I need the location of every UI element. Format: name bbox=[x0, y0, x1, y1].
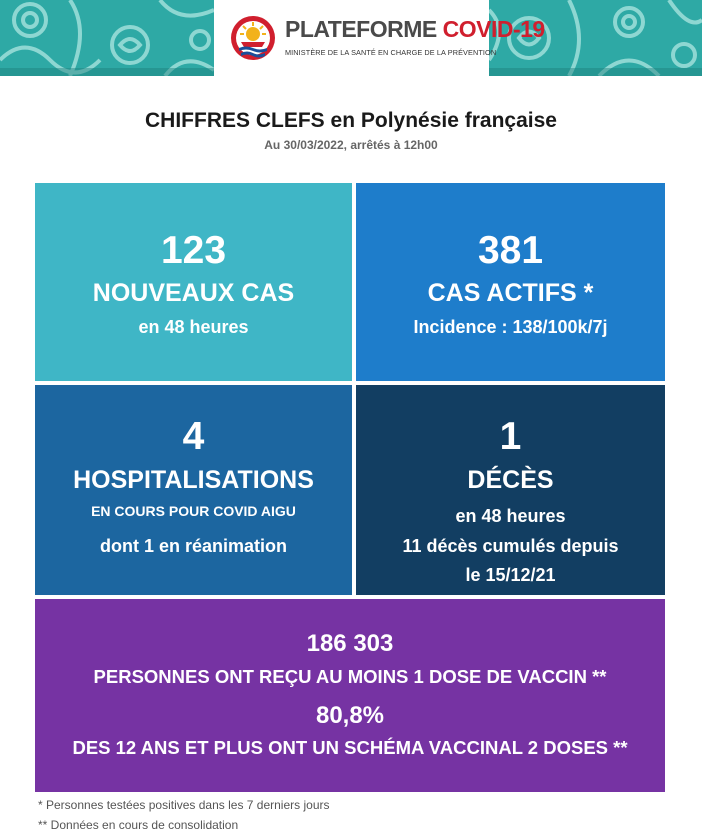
active-cases-tile bbox=[356, 183, 665, 381]
hospitalisations-tile bbox=[35, 385, 352, 595]
page-title: CHIFFRES CLEFS en Polynésie française bbox=[145, 109, 557, 132]
french-polynesia-emblem-icon bbox=[229, 10, 277, 66]
logo-title-part1: PLATEFORME bbox=[285, 16, 437, 42]
new-cases-tile bbox=[35, 183, 352, 381]
hospitalisations-value: 4 bbox=[182, 415, 205, 458]
vaccination-label: PERSONNES ONT REÇU AU MOINS 1 DOSE DE VACCIN ** bbox=[93, 666, 607, 687]
new-cases-label: NOUVEAUX CAS bbox=[92, 279, 295, 307]
new-cases-value: 123 bbox=[160, 229, 227, 272]
deaths-tile bbox=[356, 385, 665, 595]
logo-subtitle: MINISTÈRE DE LA SANTÉ EN CHARGE DE LA PRÉVENTION bbox=[285, 48, 497, 57]
hospitalisations-label: HOSPITALISATIONS bbox=[73, 466, 314, 494]
page-subtitle: Au 30/03/2022, arrêtés à 12h00 bbox=[264, 138, 438, 152]
hospitalisations-detail: EN COURS POUR COVID AIGU bbox=[91, 503, 296, 519]
header-banner-left bbox=[0, 0, 214, 76]
active-cases-incidence: Incidence : 138/100k/7j bbox=[413, 317, 608, 337]
active-cases-label: CAS ACTIFS * bbox=[427, 279, 594, 307]
vaccination-value: 186 303 bbox=[306, 630, 394, 657]
logo-title bbox=[285, 18, 545, 41]
footnote-consolidation: ** Données en cours de consolidation bbox=[38, 818, 239, 832]
vaccination-tile bbox=[35, 599, 665, 792]
polynesian-pattern-icon bbox=[0, 0, 214, 76]
logo-title-part2: COVID-19 bbox=[442, 16, 545, 42]
active-cases-value: 381 bbox=[477, 229, 544, 272]
new-cases-detail: en 48 heures bbox=[138, 317, 249, 337]
deaths-value: 1 bbox=[499, 415, 522, 458]
footnote-positive-tests: * Personnes testées positives dans les 7 derniers jours bbox=[38, 798, 330, 812]
hospitalisations-icu: dont 1 en réanimation bbox=[99, 536, 288, 556]
vaccination-percent: 80,8% bbox=[315, 702, 385, 729]
deaths-since-date: le 15/12/21 bbox=[465, 565, 556, 585]
deaths-label: DÉCÈS bbox=[467, 466, 554, 494]
vaccination-percent-label: DES 12 ANS ET PLUS ONT UN SCHÉMA VACCINAL 2 DOSES ** bbox=[72, 737, 628, 758]
deaths-cumulative: 11 décès cumulés depuis bbox=[402, 536, 619, 556]
deaths-detail: en 48 heures bbox=[455, 506, 566, 526]
platform-logo bbox=[229, 10, 545, 66]
